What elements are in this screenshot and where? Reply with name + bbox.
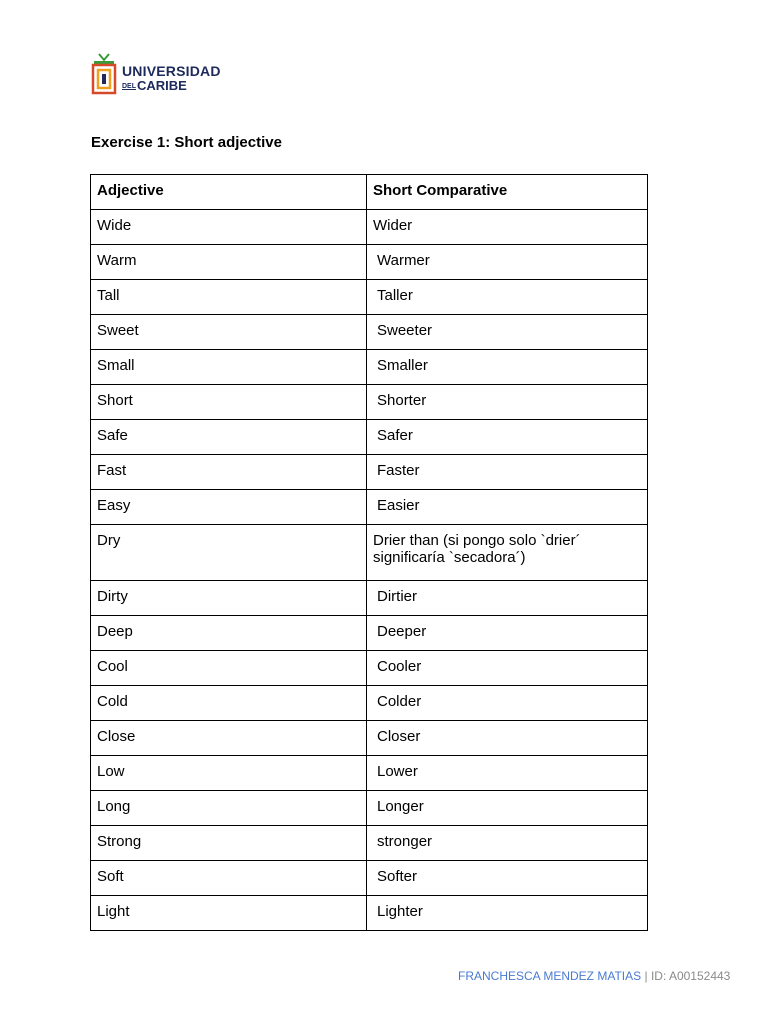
comparative-text: Colder <box>377 693 422 710</box>
university-logo <box>90 52 230 96</box>
adjective-cell: Soft <box>91 861 367 896</box>
table-row <box>91 420 648 455</box>
comparative-cell <box>367 616 648 651</box>
adjective-cell: Low <box>91 756 367 791</box>
adjective-cell: Cool <box>91 651 367 686</box>
comparative-cell <box>367 861 648 896</box>
adjective-cell: Tall <box>91 280 367 315</box>
adjective-cell: Dry <box>91 525 367 581</box>
table-row <box>91 455 648 490</box>
comparative-text: Cooler <box>377 658 422 675</box>
table-row <box>91 525 648 581</box>
comparative-cell <box>367 455 648 490</box>
comparative-text: Sweeter <box>377 322 433 339</box>
adjective-cell: Strong <box>91 826 367 861</box>
comparative-text: Longer <box>377 798 424 815</box>
comparative-text: Taller <box>377 287 413 304</box>
adjective-cell: Close <box>91 721 367 756</box>
comparative-cell <box>367 245 648 280</box>
comparative-cell <box>367 525 648 581</box>
comparative-cell <box>367 896 648 931</box>
university-emblem-icon <box>90 52 118 96</box>
adjective-cell: Small <box>91 350 367 385</box>
column-header-short-comparative: Short Comparative <box>367 175 648 210</box>
student-id: ID: A00152443 <box>650 969 731 983</box>
table-row <box>91 756 648 791</box>
table-row <box>91 350 648 385</box>
comparative-cell <box>367 490 648 525</box>
comparative-text: Softer <box>377 868 418 885</box>
table-row <box>91 721 648 756</box>
comparative-text: Easier <box>377 497 420 514</box>
table-row <box>91 280 648 315</box>
adjective-cell: Safe <box>91 420 367 455</box>
table-row <box>91 686 648 721</box>
table-header-row <box>91 175 648 210</box>
comparative-text: Dirtier <box>377 588 417 605</box>
adjective-cell: Long <box>91 791 367 826</box>
comparative-text: Deeper <box>377 623 427 640</box>
logo-wordmark <box>122 64 221 92</box>
adjective-cell: Cold <box>91 686 367 721</box>
comparative-cell <box>367 721 648 756</box>
logo-line-caribe <box>122 79 221 92</box>
logo-del: DEL <box>122 83 136 90</box>
table-row <box>91 616 648 651</box>
comparative-cell <box>367 791 648 826</box>
comparative-cell <box>367 651 648 686</box>
table-row <box>91 210 648 245</box>
comparative-text: Lighter <box>377 903 423 920</box>
comparative-cell <box>367 210 648 245</box>
comparative-cell <box>367 315 648 350</box>
comparative-text: Safer <box>377 427 413 444</box>
logo-line-universidad: UNIVERSIDAD <box>122 63 221 79</box>
exercise-heading: Exercise 1: Short adjective <box>91 134 282 151</box>
comparative-text: Shorter <box>377 392 427 409</box>
adjective-cell: Sweet <box>91 315 367 350</box>
table-row <box>91 581 648 616</box>
comparative-cell <box>367 385 648 420</box>
comparative-text: Faster <box>377 462 420 479</box>
table-row <box>91 896 648 931</box>
comparative-text: stronger <box>377 833 433 850</box>
comparative-cell <box>367 350 648 385</box>
adjective-cell: Light <box>91 896 367 931</box>
adjective-cell: Dirty <box>91 581 367 616</box>
adjective-cell: Fast <box>91 455 367 490</box>
comparative-cell <box>367 280 648 315</box>
table-row <box>91 826 648 861</box>
adjective-cell: Warm <box>91 245 367 280</box>
footer-separator: | <box>644 969 648 983</box>
page-footer <box>458 969 730 983</box>
comparative-table <box>90 174 648 931</box>
comparative-text: Drier than (si pongo solo `drier´ significaría `secadora´) <box>373 532 581 566</box>
comparative-text: Closer <box>377 728 421 745</box>
column-header-adjective: Adjective <box>91 175 367 210</box>
table-row <box>91 245 648 280</box>
table-row <box>91 791 648 826</box>
author-name: FRANCHESCA MENDEZ MATIAS <box>458 969 642 983</box>
comparative-text: Warmer <box>377 252 430 269</box>
table-row <box>91 861 648 896</box>
comparative-cell <box>367 686 648 721</box>
comparative-cell <box>367 581 648 616</box>
comparative-text: Lower <box>377 763 418 780</box>
table-row <box>91 651 648 686</box>
comparative-text: Smaller <box>377 357 428 374</box>
comparative-cell <box>367 756 648 791</box>
comparative-cell <box>367 826 648 861</box>
comparative-text: Wider <box>373 217 413 234</box>
table-row <box>91 385 648 420</box>
comparative-cell <box>367 420 648 455</box>
adjective-cell: Deep <box>91 616 367 651</box>
logo-caribe: CARIBE <box>137 78 187 93</box>
adjective-cell: Wide <box>91 210 367 245</box>
table-row <box>91 490 648 525</box>
adjective-cell: Short <box>91 385 367 420</box>
adjective-cell: Easy <box>91 490 367 525</box>
table-row <box>91 315 648 350</box>
